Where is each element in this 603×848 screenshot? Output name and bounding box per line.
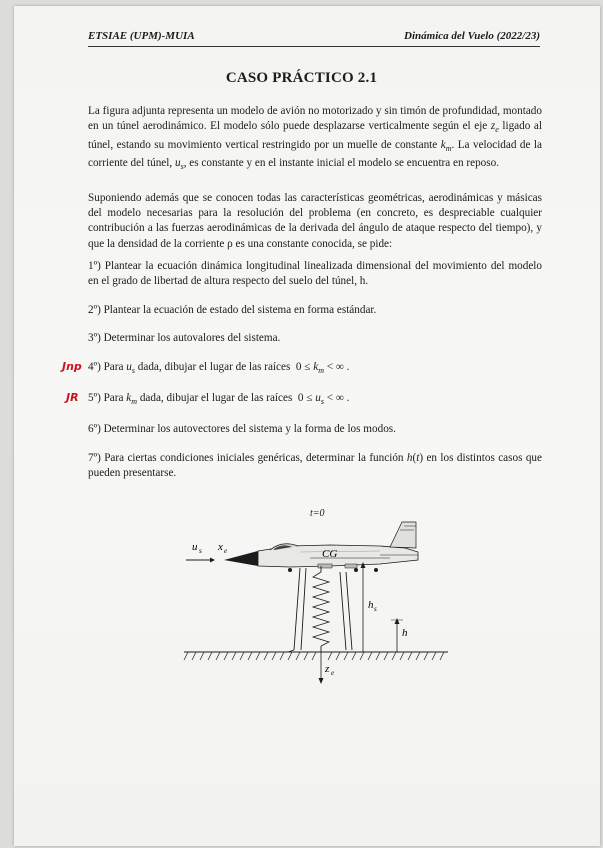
figure-t0-label: t=0 <box>310 508 325 519</box>
question-7: 7º) Para ciertas condiciones iniciales genéricas, determinar la función h(t) en los distintos casos que pueden presentarse. <box>88 452 542 480</box>
cg-label: CG <box>322 548 338 560</box>
question-5: 5º) Para $k_m$ dada, dibujar el lugar de las raíces $0 \le u_s$ < ∞ . <box>88 392 350 407</box>
svg-text:z: z <box>325 663 330 675</box>
svg-text:e: e <box>331 669 335 677</box>
svg-text:x: x <box>218 541 223 553</box>
header-divider <box>88 46 540 47</box>
handwritten-mark-4: Jnp <box>62 360 82 373</box>
question-6: 6º) Determinar los autovectores del sistema y la forma de los modos. <box>88 423 396 435</box>
hs-dimension-arrow <box>361 562 378 652</box>
svg-text:s: s <box>199 547 202 555</box>
question-3: 3º) Determinar los autovalores del sistema. <box>88 332 281 344</box>
svg-text:h: h <box>368 599 374 611</box>
question-2: 2º) Plantear la ecuación de estado del sistema en forma estándar. <box>88 304 377 316</box>
question-4: 4º) Para $u_s$ dada, dibujar el lugar de las raíces $0 \le k_m$ < ∞ . <box>88 361 350 376</box>
handwritten-mark-5: JR <box>66 391 79 404</box>
xe-axis-label <box>217 541 227 555</box>
aircraft-model-icon <box>224 522 418 572</box>
svg-text:u: u <box>192 541 198 553</box>
wind-tunnel-figure <box>180 500 460 700</box>
svg-text:e: e <box>224 547 228 555</box>
svg-text:h: h <box>402 627 408 639</box>
flow-velocity-arrow <box>186 541 215 563</box>
header-right: Dinámica del Vuelo (2022/23) <box>404 30 540 42</box>
spring-icon <box>313 566 329 652</box>
paragraph-assumptions: Suponiendo además que se conocen todas las características geométricas, aerodinámicas y másicas del modelo necesarias para la resolución del problema (en concreto, es despreciable cualquier contribución a las fuerzas aerodinámicas de la derivada del ángulo de ataque respecto del tiempo), y que la densidad de la corriente ρ es una constante conocida, se pide: <box>88 192 542 250</box>
paragraph-intro: La figura adjunta representa un modelo de avión no motorizado y sin timón de profundidad, montado en un túnel aerodinámico. El modelo sólo puede desplazarse verticalmente según el eje $z_e$ ligado al túnel, estando su movimiento vertical restringido por un muelle de constante $k_m$. La velocidad de la corriente del túnel, $u_s$, es constante y en el instante inicial el modelo se encuentra en reposo. <box>88 105 542 172</box>
h-dimension-arrow <box>391 618 408 652</box>
ze-axis-arrow <box>319 652 335 684</box>
svg-text:s: s <box>374 605 377 613</box>
header-left: ETSIAE (UPM)-MUIA <box>88 30 195 42</box>
tunnel-floor <box>184 652 448 660</box>
page-title: CASO PRÁCTICO 2.1 <box>225 70 378 86</box>
question-1: 1º) Plantear la ecuación dinámica longitudinal linealizada dimensional del movimiento del modelo en el grado de libertad de altura respecto del suelo del túnel, h. <box>88 260 542 288</box>
